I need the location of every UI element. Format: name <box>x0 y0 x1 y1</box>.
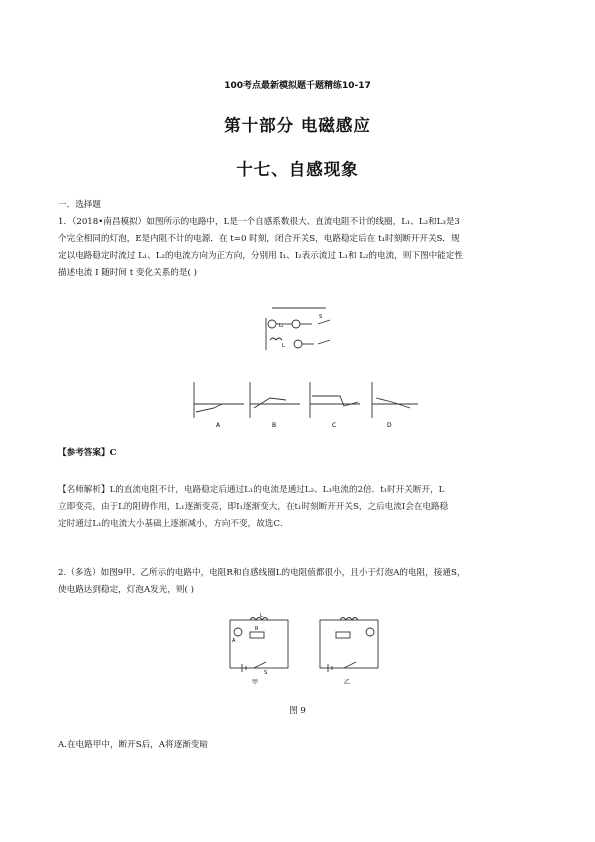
option-label-c: C <box>332 422 337 429</box>
q1-circuit-label-l: L <box>282 343 285 349</box>
option-label-d: D <box>387 422 392 429</box>
circuit-label-jia: 甲 <box>252 679 259 686</box>
q2-line: 2.（多选）如图9甲、乙所示的电路中，电阻R和自感线圈L的电阻值都很小，且小于灯泡A的电阻，接通S， <box>58 568 466 578</box>
circuit-label-r: R <box>255 626 259 632</box>
q1-option-graphs <box>182 378 422 430</box>
chapter-title: 十七、自感现象 <box>236 160 359 179</box>
q1-circuit-diagram <box>258 300 338 360</box>
part-title: 第十部分 电磁感应 <box>224 116 371 135</box>
circuit-label-l: L <box>260 613 263 619</box>
question-1 <box>58 214 544 282</box>
option-a-text: A.在电路甲中，断开S后，A将逐渐变暗 <box>58 740 208 750</box>
analysis-line: 立即变亮，由于L的阻碍作用，L₁逐渐变亮，即I₁逐渐变大，在t₁时刻断开开关S，之后电流I会在电路稳 <box>58 502 449 512</box>
circuit-label-yi: 乙 <box>344 679 351 686</box>
q1-line: 定以电路稳定时流过 L₁、L₂的电流方向为正方向，分别用 I₁、I₂表示流过 L₁和 L₂的电流，则下图中能定性 <box>58 251 463 261</box>
q1-circuit-label-l1: L₁ <box>279 323 284 329</box>
option-label-a: A <box>216 422 221 429</box>
q1-line: 描述电流 I 随时间 t 变化关系的是( ) <box>58 268 197 278</box>
circuit-label-a: A <box>232 638 236 644</box>
section-heading: 一．选择题 <box>58 200 101 210</box>
doc-header: 100考点最新模拟题千题精练10-17 <box>224 81 371 91</box>
q1-line: 个完全相同的灯泡，E是内阻不计的电源．在 t=0 时刻，闭合开关S，电路稳定后在 t₁时刻断开开关S．规 <box>58 234 460 244</box>
q1-line: 1．（2018•南昌模拟）如图所示的电路中，L是一个自感系数很大、直流电阻不计的线圈，L₁、L₂和L₃是3 <box>58 217 460 227</box>
analysis-line: 【名师解析】L的直流电阻不计，电路稳定后通过L₁的电流是通过L₂、L₃电流的2倍．t₁时开关断开，L <box>58 485 445 495</box>
circuit-label-s: S <box>264 670 268 676</box>
q1-circuit-label-s: S <box>319 314 323 320</box>
analysis-line: 定时通过L₁的电流大小基础上逐渐减小，方向不变，故选C． <box>58 519 289 529</box>
q2-circuit-diagrams <box>224 612 384 686</box>
reference-answer: 【参考答案】C <box>58 448 117 458</box>
option-label-b: B <box>272 422 277 429</box>
figure-caption: 图 9 <box>289 706 306 716</box>
analysis-block <box>58 482 544 533</box>
question-2 <box>58 565 544 599</box>
q2-line: 使电路达到稳定，灯泡A发光，则( ) <box>58 585 194 595</box>
